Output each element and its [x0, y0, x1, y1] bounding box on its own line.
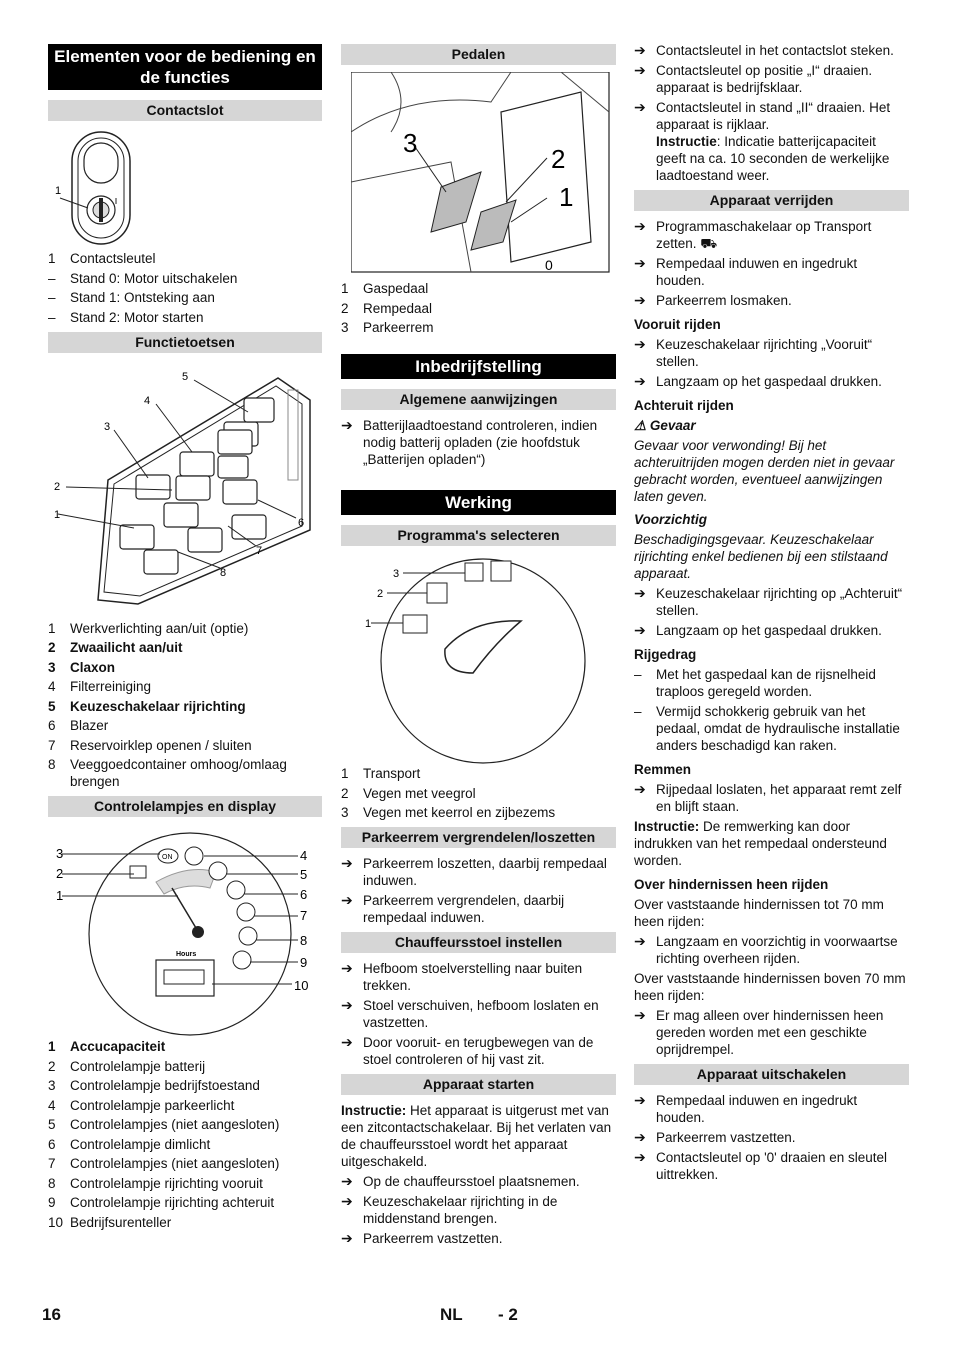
arrow-right-icon: ➔ — [634, 42, 646, 58]
fig-label: 2 — [551, 144, 566, 174]
fig-label: 6 — [300, 887, 308, 902]
fig-label: 1 — [365, 618, 372, 630]
legend-item: 1 Accucapaciteit — [48, 1039, 166, 1054]
column-2 — [341, 44, 616, 1250]
program-selector-drawing — [341, 553, 616, 765]
instruction-item: ➔ Door vooruit- en terugbewegen van de stoel controleren of hij vast zit. — [341, 1034, 594, 1067]
subheading-vooruit: Vooruit rijden — [634, 317, 721, 332]
column-1 — [48, 44, 322, 1233]
legend-controle — [48, 1038, 322, 1231]
arrow-right-icon: ➔ — [341, 997, 353, 1013]
legend-item: 2 Controlelampje batterij — [48, 1058, 206, 1074]
instruction-item: ➔ Batterijlaadtoestand controleren, indien nodig batterij opladen (zie hoofdstuk „Batterijen opladen“) — [341, 417, 598, 467]
fig-label: 2 — [54, 480, 61, 493]
legend-item: 1 Transport — [341, 766, 421, 781]
danger-label: ⚠ Gevaar — [634, 418, 696, 433]
legend-item: – Stand 0: Motor uitschakelen — [48, 270, 238, 286]
arrow-right-icon: ➔ — [634, 585, 646, 601]
fig-label: 3 — [56, 846, 64, 861]
pedals-drawing — [351, 72, 611, 274]
heading-starten: Apparaat starten — [341, 1074, 616, 1095]
legend-item: 2 Zwaailicht aan/uit — [48, 640, 183, 655]
legend-item: – Stand 2: Motor starten — [48, 309, 204, 325]
legend-item: 4 Filterreiniging — [48, 679, 152, 694]
legend-item: 8 Controlelampje rijrichting vooruit — [48, 1175, 263, 1191]
legend-item: 1 Werkverlichting aan/uit (optie) — [48, 620, 249, 636]
instruction-item: ➔ Parkeerrem vergrendelen, daarbij rempedaal induwen. — [341, 892, 565, 925]
arrow-right-icon: ➔ — [634, 1129, 646, 1145]
instruction-item: ➔ Parkeerrem losmaken. — [634, 292, 792, 308]
heading-pedalen: Pedalen — [341, 44, 616, 65]
fig-label: 1 — [56, 888, 64, 903]
arrow-right-icon: ➔ — [634, 218, 646, 234]
footer-suffix: - 2 — [498, 1305, 518, 1324]
arrow-right-icon: ➔ — [634, 1149, 646, 1165]
hindernissen-text-1: Over vaststaande hindernissen tot 70 mm heen rijden: — [634, 897, 884, 929]
legend-item: 5 Keuzeschakelaar rijrichting — [48, 698, 246, 714]
note-remmen: Instructie: De remwerking kan door indrukken van het rempedaal ondersteund worden. — [634, 819, 887, 868]
danger-text: Gevaar voor verwonding! Bij het achteruitrijden mogen derden niet in gevaar gebracht worden, eventueel aanwijzingen laten geven. — [634, 438, 895, 504]
instruction-item: ➔ Langzaam en voorzichtig in voorwaartse richting overheen rijden. — [634, 933, 898, 966]
instruction-item: ➔ Contactsleutel in stand „II“ draaien. Het apparaat is rijklaar. Instructie: Indicatie batterijcapaciteit geeft na ca. 10 seconden de werkelijke laadtoestand weer. — [634, 99, 891, 183]
legend-item: 3 Vegen met keerrol en zijbezems — [341, 805, 556, 820]
legend-item: 3 Claxon — [48, 659, 116, 675]
fig-label: 3 — [104, 420, 111, 433]
legend-programma — [341, 765, 616, 821]
instruction-item: ➔ Hefboom stoelverstelling naar buiten trekken. — [341, 960, 583, 993]
legend-item: 3 Controlelampje bedrijfstoestand — [48, 1078, 260, 1093]
legend-functietoetsen — [48, 620, 322, 791]
heading-parkeerrem: Parkeerrem vergrendelen/loszetten — [341, 827, 616, 848]
fig-label: 4 — [300, 848, 308, 863]
instruction-item: ➔ Parkeerrem loszetten, daarbij rempedaal induwen. — [341, 855, 607, 888]
heading-uitschakelen: Apparaat uitschakelen — [634, 1064, 909, 1085]
figure-pedalen — [351, 72, 616, 280]
instruction-item: ➔ Langzaam op het gaspedaal drukken. — [634, 622, 882, 638]
instruction-item: ➔ Contactsleutel op '0' draaien en sleutel uittrekken. — [634, 1149, 888, 1182]
heading-programma: Programma's selecteren — [341, 525, 616, 546]
legend-pedalen — [341, 280, 616, 336]
page-number: 16 — [42, 1305, 61, 1324]
caution-text: Beschadigingsgevaar. Keuzeschakelaar rijrichting enkel bedienen bij een stilstaand apparaat. — [634, 532, 888, 581]
fig-label: 5 — [300, 867, 308, 882]
heading-stoel: Chauffeursstoel instellen — [341, 932, 616, 953]
fig-label: 6 — [298, 516, 305, 529]
legend-item: 6 Controlelampje dimlicht — [48, 1136, 211, 1152]
caution-label: Voorzichtig — [634, 512, 707, 527]
control-lamps-display-drawing — [48, 824, 322, 1038]
arrow-right-icon: ➔ — [341, 960, 353, 976]
legend-item: 10 Bedrijfsurenteller — [48, 1214, 172, 1230]
arrow-right-icon: ➔ — [341, 1034, 353, 1050]
arrow-right-icon: ➔ — [634, 1092, 646, 1108]
arrow-right-icon: ➔ — [634, 255, 646, 271]
instruction-item: ➔ Parkeerrem vastzetten. — [341, 1230, 503, 1246]
arrow-right-icon: ➔ — [634, 336, 646, 352]
fig-label: 8 — [300, 933, 308, 948]
column-3 — [634, 42, 909, 1186]
instruction-item: ➔ Keuzeschakelaar rijrichting „Vooruit“ stellen. — [634, 336, 873, 369]
legend-item: 8 Veeggoedcontainer omhoog/omlaag brengen — [48, 757, 287, 789]
instruction-item: ➔ Rempedaal induwen en ingedrukt houden. — [634, 255, 858, 288]
section-title-main: Elementen voor de bediening en de functies — [48, 44, 322, 90]
figure-programma — [341, 553, 616, 765]
fig-label: 8 — [220, 566, 227, 579]
arrow-right-icon: ➔ — [634, 933, 646, 949]
arrow-right-icon: ➔ — [341, 855, 353, 871]
heading-verrijden: Apparaat verrijden — [634, 190, 909, 211]
arrow-right-icon: ➔ — [634, 62, 646, 78]
section-title-werking: Werking — [341, 490, 616, 515]
subheading-hindernissen: Over hindernissen heen rijden — [634, 877, 829, 892]
instruction-item: ➔ Rijpedaal loslaten, het apparaat remt zelf en blijft staan. — [634, 781, 902, 814]
ignition-lock-drawing — [48, 128, 322, 250]
fig-label: 7 — [300, 908, 308, 923]
instruction-item: ➔ Op de chauffeursstoel plaatsnemen. — [341, 1173, 580, 1189]
fig-label: 2 — [377, 588, 384, 600]
arrow-right-icon: ➔ — [634, 781, 646, 797]
legend-item: 5 Controlelampjes (niet aangesloten) — [48, 1117, 280, 1132]
fig-label: 1 — [559, 182, 574, 212]
fig-label: 7 — [256, 544, 263, 557]
legend-item: 7 Controlelampjes (niet aangesloten) — [48, 1156, 280, 1171]
legend-item: – Stand 1: Ontsteking aan — [48, 290, 215, 305]
legend-item: 4 Controlelampje parkeerlicht — [48, 1097, 235, 1113]
arrow-right-icon: ➔ — [341, 1173, 353, 1189]
arrow-right-icon: ➔ — [341, 1193, 353, 1209]
figure-contactslot — [48, 128, 322, 250]
legend-item: 2 Rempedaal — [341, 300, 433, 316]
subheading-rijgedrag: Rijgedrag — [634, 647, 697, 662]
heading-functietoetsen: Functietoetsen — [48, 332, 322, 353]
figure-functietoetsen — [48, 360, 322, 620]
hours-label: Hours — [176, 951, 197, 958]
subheading-achteruit: Achteruit rijden — [634, 398, 734, 413]
instruction-item: ➔ Contactsleutel in het contactslot steken. — [634, 42, 894, 58]
legend-item: 3 Parkeerrem — [341, 320, 434, 335]
instruction-item: ➔ Er mag alleen over hindernissen heen gereden worden met een geschikte oprijdrempel. — [634, 1007, 884, 1057]
fig-label: 3 — [393, 568, 400, 580]
fig-label: 10 — [294, 978, 309, 993]
transport-icon: ⛟ — [700, 236, 718, 251]
legend-item: 2 Vegen met veegrol — [341, 785, 476, 801]
figure-controle — [48, 824, 322, 1038]
fig-label: 1 — [54, 508, 61, 521]
on-label: ON — [162, 854, 173, 861]
arrow-right-icon: ➔ — [634, 622, 646, 638]
instruction-item: ➔ Langzaam op het gaspedaal drukken. — [634, 373, 882, 389]
function-keys-panel-drawing — [48, 360, 322, 620]
subheading-remmen: Remmen — [634, 762, 692, 777]
legend-item: 7 Reservoirklep openen / sluiten — [48, 737, 252, 753]
fig-label: 5 — [182, 370, 189, 383]
section-title-inbedrijfstelling: Inbedrijfstelling — [341, 354, 616, 379]
instruction-item: ➔ Contactsleutel op positie „I“ draaien. apparaat is bedrijfsklaar. — [634, 62, 873, 95]
arrow-right-icon: ➔ — [341, 892, 353, 908]
heading-algemene: Algemene aanwijzingen — [341, 389, 616, 410]
hindernissen-text-2: Over vaststaande hindernissen boven 70 mm heen rijden: — [634, 971, 906, 1003]
instruction-item: ➔ Keuzeschakelaar rijrichting op „Achteruit“ stellen. — [634, 585, 903, 618]
legend-item: 1 Contactsleutel — [48, 251, 156, 266]
legend-item: 6 Blazer — [48, 718, 109, 733]
legend-contactslot — [48, 250, 322, 326]
instruction-item: ➔ Rempedaal induwen en ingedrukt houden. — [634, 1092, 858, 1125]
fig-label: 0 — [545, 257, 553, 273]
arrow-right-icon: ➔ — [634, 99, 646, 115]
instruction-item: ➔ Programmaschakelaar op Transport zetten. ⛟ — [634, 218, 872, 251]
warning-triangle-icon: ⚠ — [634, 418, 647, 433]
arrow-right-icon: ➔ — [634, 292, 646, 308]
fig-label: 2 — [56, 866, 64, 881]
note-starten: Instructie: Het apparaat is uitgerust met van een zitcontactschakelaar. Bij het verlaten van de chauffeursstoel wordt het apparaat uitgeschakeld. — [341, 1103, 612, 1169]
instruction-item: ➔ Parkeerrem vastzetten. — [634, 1129, 796, 1145]
instruction-item: ➔ Stoel verschuiven, hefboom loslaten en vastzetten. — [341, 997, 599, 1030]
arrow-right-icon: ➔ — [634, 373, 646, 389]
legend-item: 9 Controlelampje rijrichting achteruit — [48, 1195, 275, 1210]
arrow-right-icon: ➔ — [341, 1230, 353, 1246]
fig-label: 4 — [144, 394, 151, 407]
legend-item: 1 Gaspedaal — [341, 281, 429, 296]
bullet-item: – Vermijd schokkerig gebruik van het pedaal, omdat de hydraulische installatie anders beschadigd kan raken. — [634, 704, 900, 753]
fig-label: 9 — [300, 955, 308, 970]
bullet-item: – Met het gaspedaal kan de rijsnelheid traploos geregeld worden. — [634, 667, 876, 699]
arrow-right-icon: ➔ — [634, 1007, 646, 1023]
arrow-right-icon: ➔ — [341, 417, 353, 433]
heading-controle: Controlelampjes en display — [48, 796, 322, 817]
fig-label: 1 — [55, 185, 62, 197]
heading-contactslot: Contactslot — [48, 100, 322, 121]
instruction-item: ➔ Keuzeschakelaar rijrichting in de middenstand brengen. — [341, 1193, 558, 1226]
fig-label: 3 — [403, 128, 418, 158]
language-code: NL — [440, 1305, 463, 1324]
